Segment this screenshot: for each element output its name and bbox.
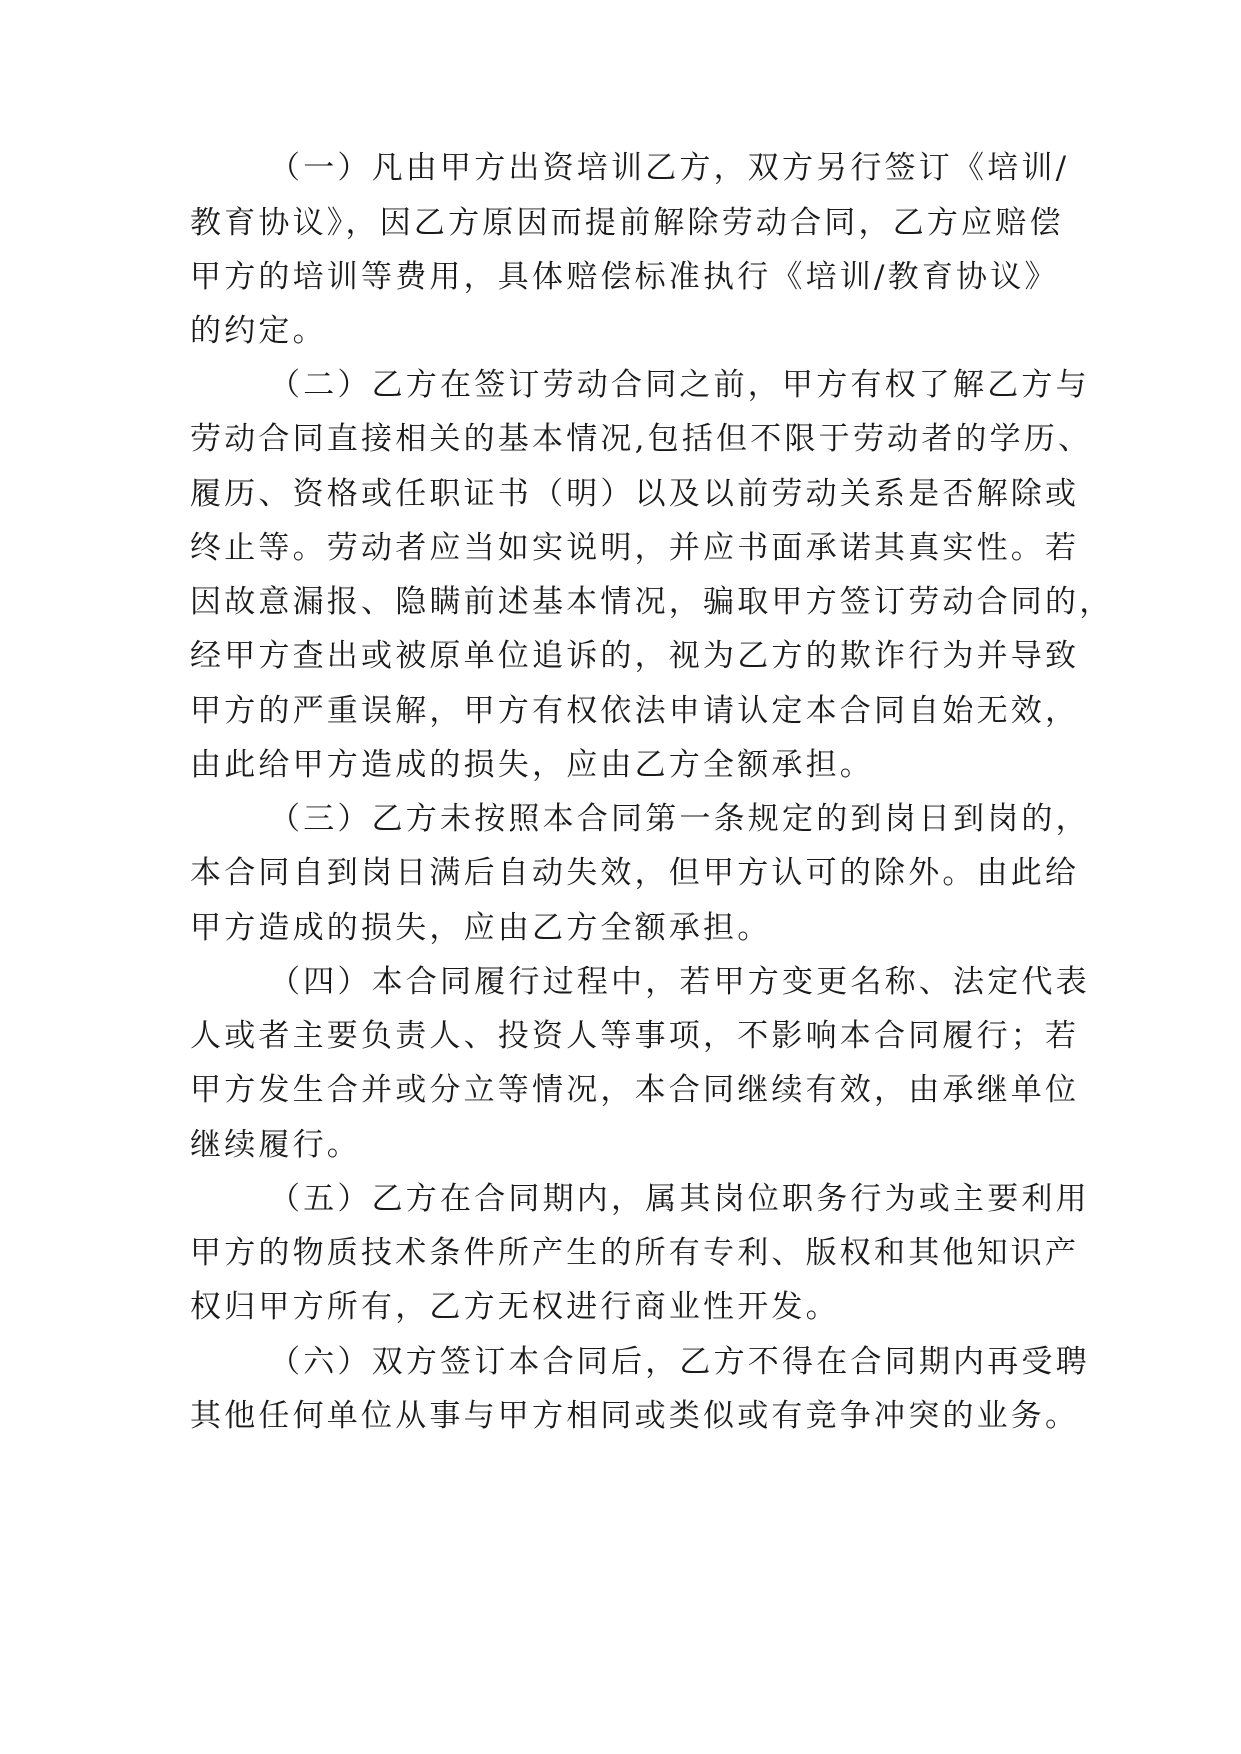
text-line: 其他任何单位从事与甲方相同或类似或有竞争冲突的业务。: [190, 1398, 1080, 1434]
text-line: 甲方的培训等费用，具体赔偿标准执行《培训/教育协议》: [190, 259, 1059, 295]
text-line: 因故意漏报、隐瞒前述基本情况，骗取甲方签订劳动合同的，: [190, 584, 1114, 620]
text-line: 权归甲方所有，乙方无权进行商业性开发。: [190, 1289, 840, 1325]
text-line: 终止等。劳动者应当如实说明，并应书面承诺其真实性。若: [190, 530, 1080, 566]
text-line: 教育协议》，因乙方原因而提前解除劳动合同，乙方应赔偿: [190, 205, 1064, 241]
text-line: （一）凡由甲方出资培训乙方，双方另行签订《培训/: [269, 150, 1070, 186]
text-line: 甲方的物质技术条件所产生的所有专利、版权和其他知识产: [190, 1235, 1080, 1271]
text-line: 本合同自到岗日满后自动失效，但甲方认可的除外。由此给: [190, 855, 1080, 891]
text-line: 继续履行。: [190, 1127, 361, 1163]
text-line: 人或者主要负责人、投资人等事项，不影响本合同履行；若: [190, 1018, 1080, 1054]
text-line: （六）双方签订本合同后，乙方不得在合同期内再受聘: [269, 1344, 1090, 1380]
text-line: （二）乙方在签订劳动合同之前，甲方有权了解乙方与: [269, 367, 1090, 403]
text-line: （三）乙方未按照本合同第一条规定的到岗日到岗的，: [269, 801, 1090, 837]
text-line: 劳动合同直接相关的基本情况,包括但不限于劳动者的学历、: [190, 421, 1093, 457]
text-line: （五）乙方在合同期内，属其岗位职务行为或主要利用: [269, 1181, 1090, 1217]
text-line: 履历、资格或任职证书（明）以及以前劳动关系是否解除或: [190, 476, 1080, 512]
text-line: 甲方造成的损失，应由乙方全额承担。: [190, 910, 772, 946]
text-line: 甲方的严重误解，甲方有权依法申请认定本合同自始无效，: [190, 693, 1080, 729]
text-line: 经甲方查出或被原单位追诉的，视为乙方的欺诈行为并导致: [190, 638, 1080, 674]
text-line: 甲方发生合并或分立等情况，本合同继续有效，由承继单位: [190, 1072, 1080, 1108]
text-line: （四）本合同履行过程中，若甲方变更名称、法定代表: [269, 964, 1090, 1000]
text-line: 的约定。: [190, 313, 327, 349]
text-line: 由此给甲方造成的损失，应由乙方全额承担。: [190, 747, 874, 783]
